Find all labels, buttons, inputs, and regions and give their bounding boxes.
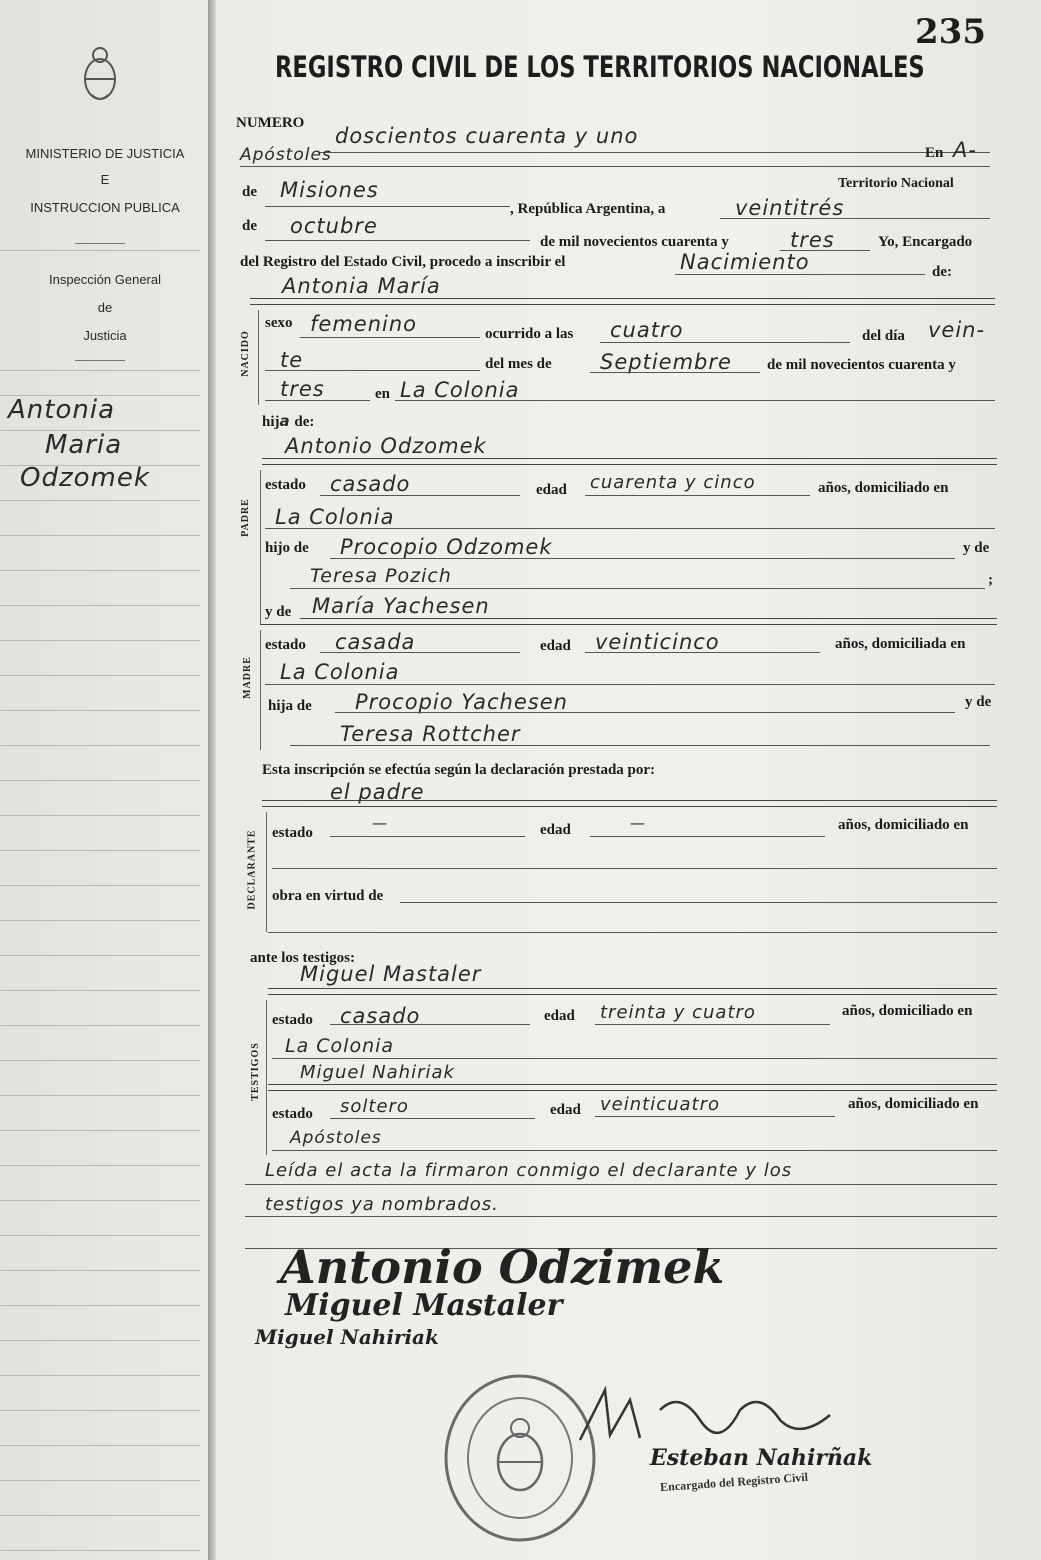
value-en: A- [953, 138, 977, 162]
label-del-registro: del Registro del Estado Civil, procedo a inscribir el [240, 254, 566, 270]
observation-line-1: Leída el acta la firmaron conmigo el declarante y los [265, 1160, 793, 1181]
margin-note-line-3: Odzomek [20, 463, 150, 493]
label-del-mes: del mes de [485, 356, 552, 372]
label-declarante-domiciliado: años, domiciliado en [838, 817, 969, 833]
label-republica: , República Argentina, a [510, 201, 666, 217]
inspection-line-1: Inspección General [48, 272, 161, 287]
label-sexo: sexo [265, 315, 293, 331]
label-padre-domiciliado: años, domiciliado en [818, 480, 949, 496]
left-margin [0, 0, 210, 1560]
section-label-madre: MADRE [241, 656, 253, 699]
label-de-3: de: [932, 264, 952, 280]
value-sexo: femenino [310, 312, 417, 336]
label-mil-novecientos-2: de mil novecientos cuarenta y [767, 357, 956, 373]
value-t2-estado: soltero [340, 1096, 409, 1117]
value-madre-estado: casada [335, 630, 416, 654]
label-t2-estado: estado [272, 1106, 313, 1122]
value-madre-madre: Teresa Rottcher [340, 722, 521, 746]
value-declarante-estado: — [372, 814, 388, 832]
label-padre-edad: edad [536, 482, 567, 498]
value-t2-edad: veinticuatro [600, 1094, 720, 1115]
label-padre-y-de: y de [963, 540, 990, 556]
label-obra-en-virtud: obra en virtud de [272, 888, 384, 904]
value-t1-estado: casado [340, 1004, 421, 1028]
label-en-2: en [375, 386, 390, 402]
value-numero: doscientos cuarenta y uno [335, 124, 639, 148]
label-madre-y-de: y de [965, 694, 992, 710]
value-acto: Nacimiento [680, 250, 810, 274]
label-t1-edad: edad [544, 1008, 575, 1024]
label-madre-domiciliada: años, domiciliada en [835, 636, 966, 652]
value-madre-nombre: María Yachesen [312, 594, 490, 618]
ministry-line-1: MINISTERIO DE JUSTICIA [25, 146, 185, 161]
value-t1-dom: La Colonia [285, 1035, 395, 1057]
value-lugar: Apóstoles [240, 145, 332, 165]
value-t2-dom: Apóstoles [290, 1128, 382, 1148]
label-de-2: de [242, 218, 257, 234]
label-territorio: Territorio Nacional [838, 176, 954, 191]
label-en: En [925, 145, 944, 161]
label-padre-hijo-de: hijo de [265, 540, 309, 556]
inspection-line-3: Justicia [83, 328, 127, 343]
value-t1-edad: treinta y cuatro [600, 1002, 756, 1023]
margin-note-line-2: Maria [45, 430, 123, 460]
value-anio-nac: tres [280, 377, 325, 401]
binding-spine [208, 0, 216, 1560]
label-madre-estado: estado [265, 637, 306, 653]
margin-note-line-1: Antonia [8, 395, 116, 425]
label-del-dia: del día [862, 328, 905, 344]
value-nombre: Antonia María [282, 274, 441, 298]
value-padre-dom: La Colonia [275, 505, 395, 529]
section-label-testigos: TESTIGOS [249, 1042, 261, 1101]
value-testigo-1: Miguel Mastaler [300, 962, 482, 986]
coat-of-arms-icon [80, 45, 120, 105]
ministry-line-e: E [100, 172, 110, 187]
header-title: REGISTRO CIVIL DE LOS TERRITORIOS NACIONALES [275, 50, 925, 84]
section-label-declarante: DECLARANTE [246, 829, 258, 910]
observation-line-2: testigos ya nombrados. [265, 1194, 499, 1215]
section-label-padre: PADRE [239, 498, 251, 537]
value-declarante-edad: — [630, 814, 646, 832]
value-padre-madre: Teresa Pozich [310, 565, 452, 587]
value-lugar-nac: La Colonia [400, 378, 520, 402]
value-mes: octubre [290, 214, 378, 238]
page-number: 235 [915, 12, 986, 52]
label-encargado: Encargado del Registro Civil [659, 1469, 809, 1495]
value-hora: cuatro [610, 318, 684, 342]
value-dia-nac-2: te [280, 348, 304, 372]
label-madre-hija-de: hija de [268, 698, 312, 714]
inspection-line-2: de [97, 300, 113, 315]
signature-encargado: Esteban Nahirñak [650, 1445, 873, 1471]
value-declarante: el padre [330, 780, 425, 804]
label-mil-novecientos: de mil novecientos cuarenta y [540, 234, 729, 250]
label-y-de-2: y de [265, 604, 292, 620]
value-padre-padre: Procopio Odzomek [340, 535, 553, 559]
label-madre-edad: edad [540, 638, 571, 654]
signature-declarante: Antonio Odzimek [280, 1240, 725, 1294]
label-t2-edad: edad [550, 1102, 581, 1118]
signature-testigo-1: Miguel Mastaler [285, 1288, 563, 1323]
label-ante-testigos: ante los testigos: [250, 950, 355, 966]
value-padre-edad: cuarenta y cinco [590, 472, 756, 493]
value-mes-nac: Septiembre [600, 350, 732, 374]
label-ocurrido: ocurrido a las [485, 326, 574, 342]
label-t2-domiciliado: años, domiciliado en [848, 1096, 979, 1112]
section-label-nacido: NACIDO [239, 330, 251, 377]
value-padre-estado: casado [330, 472, 411, 496]
value-territorio: Misiones [280, 178, 379, 202]
label-inscripcion: Esta inscripción se efectúa según la declaración prestada por: [262, 762, 656, 778]
label-semicolon: ; [988, 572, 993, 588]
value-padre-nombre: Antonio Odzomek [285, 434, 487, 458]
value-testigo-2: Miguel Nahiriak [300, 1062, 455, 1083]
value-madre-padre: Procopio Yachesen [355, 690, 568, 714]
value-anio: tres [790, 228, 835, 252]
label-hijo-de: hija de: [262, 412, 315, 430]
value-dia: veintitrés [735, 196, 845, 220]
label-t1-domiciliado: años, domiciliado en [842, 1003, 973, 1019]
label-declarante-edad: edad [540, 822, 571, 838]
label-t1-estado: estado [272, 1012, 313, 1028]
label-de: de [242, 184, 257, 200]
label-declarante-estado: estado [272, 825, 313, 841]
value-dia-nac-1: vein- [928, 318, 986, 342]
signature-testigo-2: Miguel Nahiriak [255, 1325, 439, 1349]
label-numero: NUMERO [236, 115, 305, 131]
label-padre-estado: estado [265, 477, 306, 493]
value-madre-edad: veinticinco [595, 630, 720, 654]
label-yo-encargado: Yo, Encargado [878, 234, 973, 250]
ministry-line-2: INSTRUCCION PUBLICA [30, 200, 180, 215]
value-madre-dom: La Colonia [280, 660, 400, 684]
